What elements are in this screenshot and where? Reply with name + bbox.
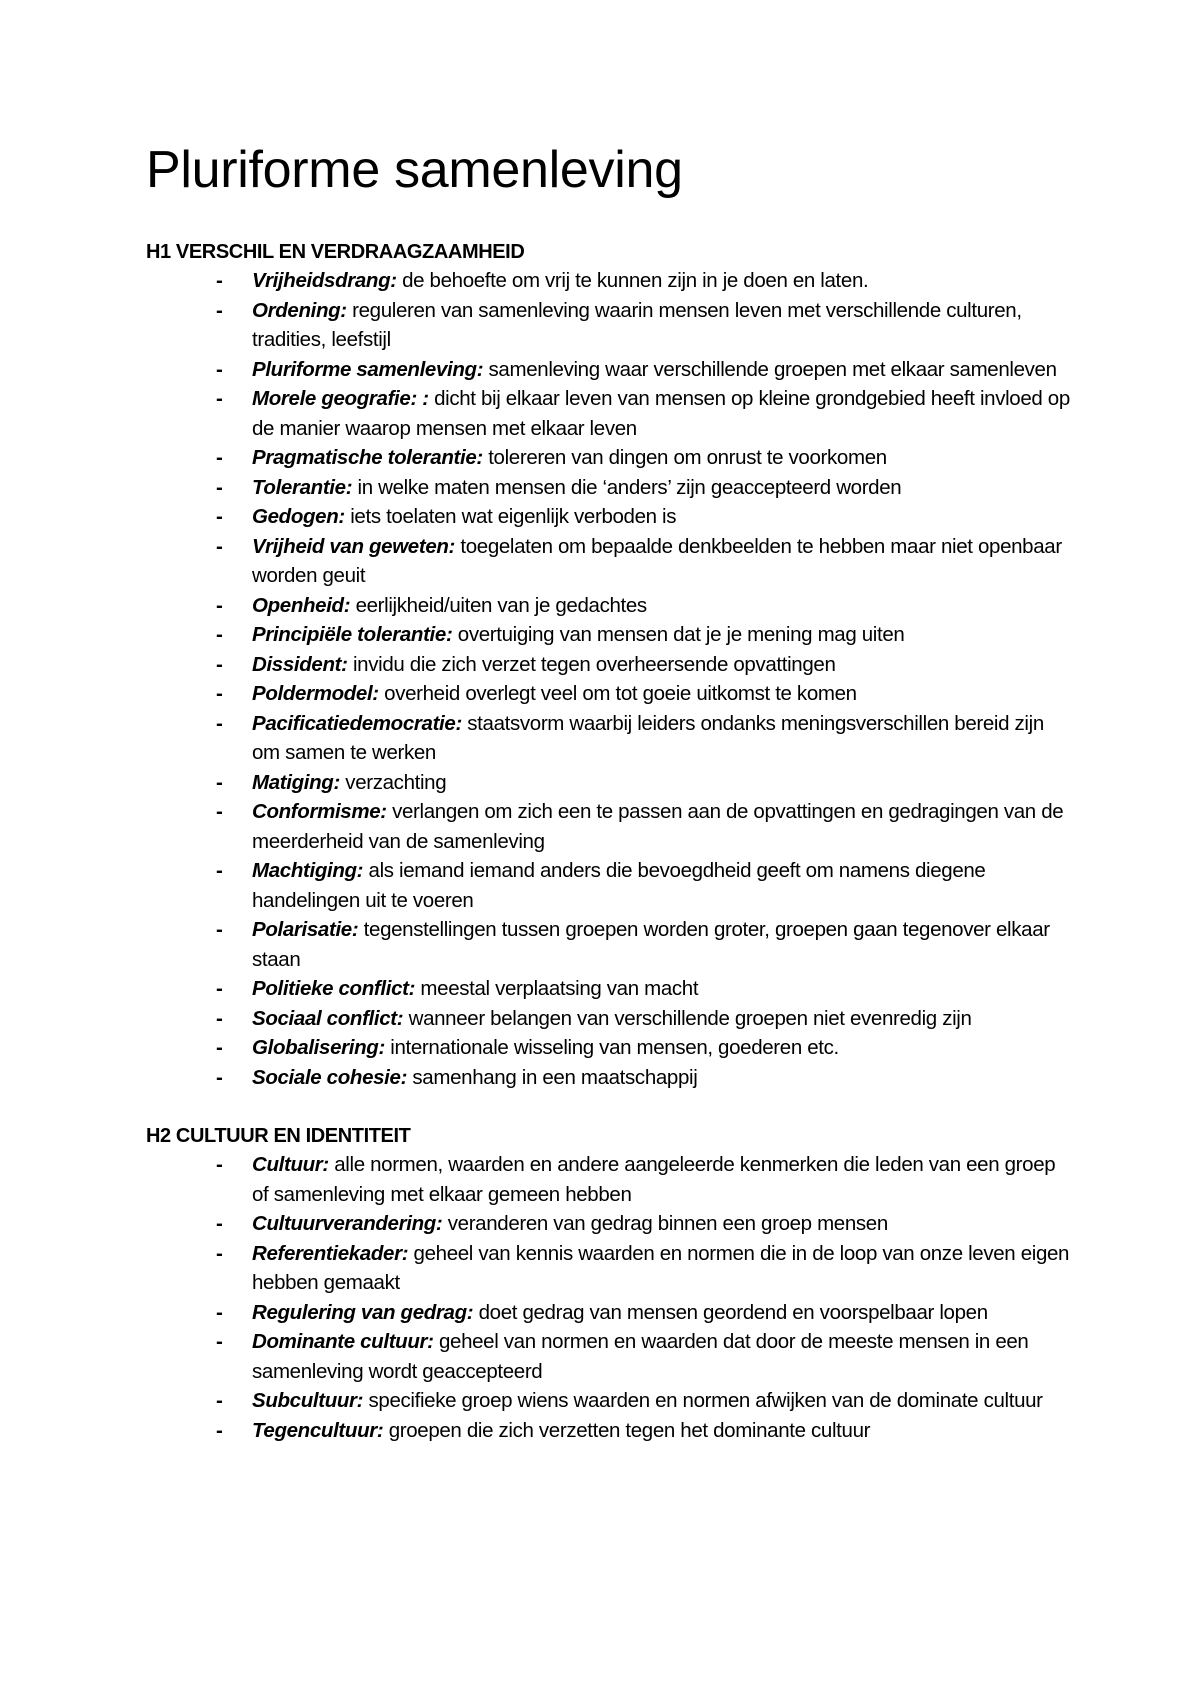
bullet-dash: -: [216, 800, 223, 823]
bullet-dash: -: [216, 1389, 223, 1412]
term-label: Polarisatie:: [252, 918, 359, 941]
list-item: [146, 443, 1076, 473]
bullet-dash: -: [216, 1006, 223, 1030]
term-definition: tolereren van dingen om onrust te voorkomen: [482, 446, 887, 469]
bullet-dash: -: [216, 977, 223, 1000]
list-item: [146, 1063, 1076, 1093]
list-item: [146, 709, 1076, 768]
list-item: [146, 915, 1076, 974]
list-item: [146, 355, 1076, 385]
term-label: Cultuurverandering:: [252, 1212, 443, 1235]
bullet-dash: -: [216, 1330, 223, 1353]
section-1: [146, 238, 1076, 1092]
term-label: Morele geografie: :: [252, 387, 429, 410]
bullet-dash: -: [216, 1036, 223, 1059]
list-item: [146, 1150, 1076, 1209]
bullet-dash: -: [216, 298, 223, 322]
document-title: Pluriforme samenleving: [146, 141, 683, 199]
bullet-dash: -: [216, 534, 223, 558]
bullet-dash: -: [216, 859, 223, 882]
section-2: [146, 1122, 1076, 1445]
term-label: Tegencultuur:: [252, 1418, 384, 1442]
term-definition: in welke maten mensen die ‘anders’ zijn geaccepteerd worden: [352, 475, 902, 499]
term-definition: doet gedrag van mensen geordend en voorspelbaar lopen: [473, 1300, 988, 1324]
term-label: Matiging:: [252, 770, 340, 794]
term-definition: overheid overlegt veel om tot goeie uitkomst te komen: [378, 682, 857, 705]
list-item: [146, 473, 1076, 503]
bullet-dash: -: [216, 1241, 223, 1265]
list-item: [146, 591, 1076, 621]
bullet-dash: -: [216, 1418, 223, 1442]
section-heading: H2 CULTUUR EN IDENTITEIT: [146, 1125, 411, 1147]
term-definition: verlangen om zich een te passen aan de opvattingen en gedragingen van de meerderheid van de samenleving: [252, 800, 1064, 853]
bullet-dash: -: [216, 357, 223, 381]
term-definition: iets toelaten wat eigenlijk verboden is: [344, 505, 677, 528]
list-item: [146, 502, 1076, 532]
list-item: [146, 856, 1076, 915]
term-definition: alle normen, waarden en andere aangeleerde kenmerken die leden van een groep of samenleving met elkaar gemeen hebben: [252, 1153, 1056, 1206]
document-page: [146, 138, 1076, 1445]
term-definition: tegenstellingen tussen groepen worden groter, groepen gaan tegenover elkaar staan: [252, 918, 1050, 971]
bullet-dash: -: [216, 1065, 223, 1089]
term-definition: reguleren van samenleving waarin mensen leven met verschillende culturen, tradities, leefstijl: [252, 298, 1022, 351]
bullet-dash: -: [216, 387, 223, 410]
list-item: [146, 1327, 1076, 1386]
list-item: [146, 650, 1076, 680]
term-definition: wanneer belangen van verschillende groepen niet evenredig zijn: [403, 1006, 972, 1030]
term-label: Ordening:: [252, 298, 347, 322]
list-item: [146, 1209, 1076, 1239]
bullet-dash: -: [216, 593, 223, 617]
term-label: Conformisme:: [252, 800, 387, 823]
bullet-dash: -: [216, 770, 223, 794]
list-item: [146, 797, 1076, 856]
term-label: Dominante cultuur:: [252, 1330, 434, 1353]
term-label: Tolerantie:: [252, 475, 353, 499]
term-label: Pacificatiedemocratie:: [252, 711, 462, 735]
bullet-dash: -: [216, 475, 223, 499]
bullet-dash: -: [216, 682, 223, 705]
term-label: Machtiging:: [252, 859, 364, 882]
bullet-dash: -: [216, 269, 223, 292]
term-definition: samenleving waar verschillende groepen met elkaar samenleven: [483, 357, 1057, 381]
bullet-dash: -: [216, 652, 223, 676]
bullet-dash: -: [216, 446, 223, 469]
section-heading: H1 VERSCHIL EN VERDRAAGZAAMHEID: [146, 241, 525, 263]
bullet-dash: -: [216, 711, 223, 735]
bullet-dash: -: [216, 1300, 223, 1324]
list-item: [146, 532, 1076, 591]
list-item: [146, 1033, 1076, 1063]
term-definition: als iemand iemand anders die bevoegdheid geeft om namens diegene handelingen uit te voeren: [252, 859, 986, 912]
term-label: Vrijheidsdrang:: [252, 269, 397, 292]
term-label: Principiële tolerantie:: [252, 623, 453, 646]
term-definition: groepen die zich verzetten tegen het dominante cultuur: [383, 1418, 871, 1442]
list-item: [146, 384, 1076, 443]
term-label: Poldermodel:: [252, 682, 379, 705]
term-definition: overtuiging van mensen dat je je mening mag uiten: [452, 623, 905, 646]
term-label: Openheid:: [252, 593, 351, 617]
term-definition: eerlijkheid/uiten van je gedachtes: [350, 593, 647, 617]
term-definition: dicht bij elkaar leven van mensen op kleine grondgebied heeft invloed op de manier waarop mensen met elkaar leven: [252, 387, 1070, 440]
term-list: [146, 1150, 1076, 1445]
list-item: [146, 1004, 1076, 1034]
term-definition: meestal verplaatsing van macht: [415, 977, 699, 1000]
term-label: Sociale cohesie:: [252, 1065, 408, 1089]
term-label: Regulering van gedrag:: [252, 1300, 474, 1324]
bullet-dash: -: [216, 1212, 223, 1235]
term-list: [146, 266, 1076, 1092]
term-definition: staatsvorm waarbij leiders ondanks meningsverschillen bereid zijn om samen te werken: [252, 711, 1044, 764]
list-item: [146, 679, 1076, 709]
term-label: Sociaal conflict:: [252, 1006, 404, 1030]
term-definition: de behoefte om vrij te kunnen zijn in je doen en laten.: [396, 269, 869, 292]
term-label: Cultuur:: [252, 1153, 329, 1176]
term-definition: samenhang in een maatschappij: [407, 1065, 698, 1089]
bullet-dash: -: [216, 505, 223, 528]
term-label: Referentiekader:: [252, 1241, 409, 1265]
term-label: Pluriforme samenleving:: [252, 357, 484, 381]
term-definition: internationale wisseling van mensen, goederen etc.: [384, 1036, 839, 1059]
list-item: [146, 1239, 1076, 1298]
term-label: Vrijheid van geweten:: [252, 534, 456, 558]
term-definition: specifieke groep wiens waarden en normen afwijken van de dominate cultuur: [363, 1389, 1043, 1412]
term-label: Pragmatische tolerantie:: [252, 446, 483, 469]
term-definition: verzachting: [339, 770, 447, 794]
term-label: Gedogen:: [252, 505, 345, 528]
list-item: [146, 296, 1076, 355]
list-item: [146, 768, 1076, 798]
term-label: Globalisering:: [252, 1036, 385, 1059]
list-item: [146, 1416, 1076, 1446]
term-label: Politieke conflict:: [252, 977, 416, 1000]
bullet-dash: -: [216, 918, 223, 941]
term-definition: toegelaten om bepaalde denkbeelden te hebben maar niet openbaar worden geuit: [252, 534, 1062, 587]
term-definition: geheel van kennis waarden en normen die in de loop van onze leven eigen hebben gemaakt: [252, 1241, 1070, 1294]
list-item: [146, 266, 1076, 296]
term-label: Dissident:: [252, 652, 348, 676]
list-item: [146, 1386, 1076, 1416]
sections-container: [146, 238, 1076, 1445]
bullet-dash: -: [216, 1153, 223, 1176]
bullet-dash: -: [216, 623, 223, 646]
list-item: [146, 1298, 1076, 1328]
list-item: [146, 620, 1076, 650]
term-definition: invidu die zich verzet tegen overheersende opvattingen: [347, 652, 836, 676]
term-label: Subcultuur:: [252, 1389, 364, 1412]
list-item: [146, 974, 1076, 1004]
term-definition: veranderen van gedrag binnen een groep mensen: [442, 1212, 888, 1235]
term-definition: geheel van normen en waarden dat door de meeste mensen in een samenleving wordt geaccepteerd: [252, 1330, 1029, 1383]
